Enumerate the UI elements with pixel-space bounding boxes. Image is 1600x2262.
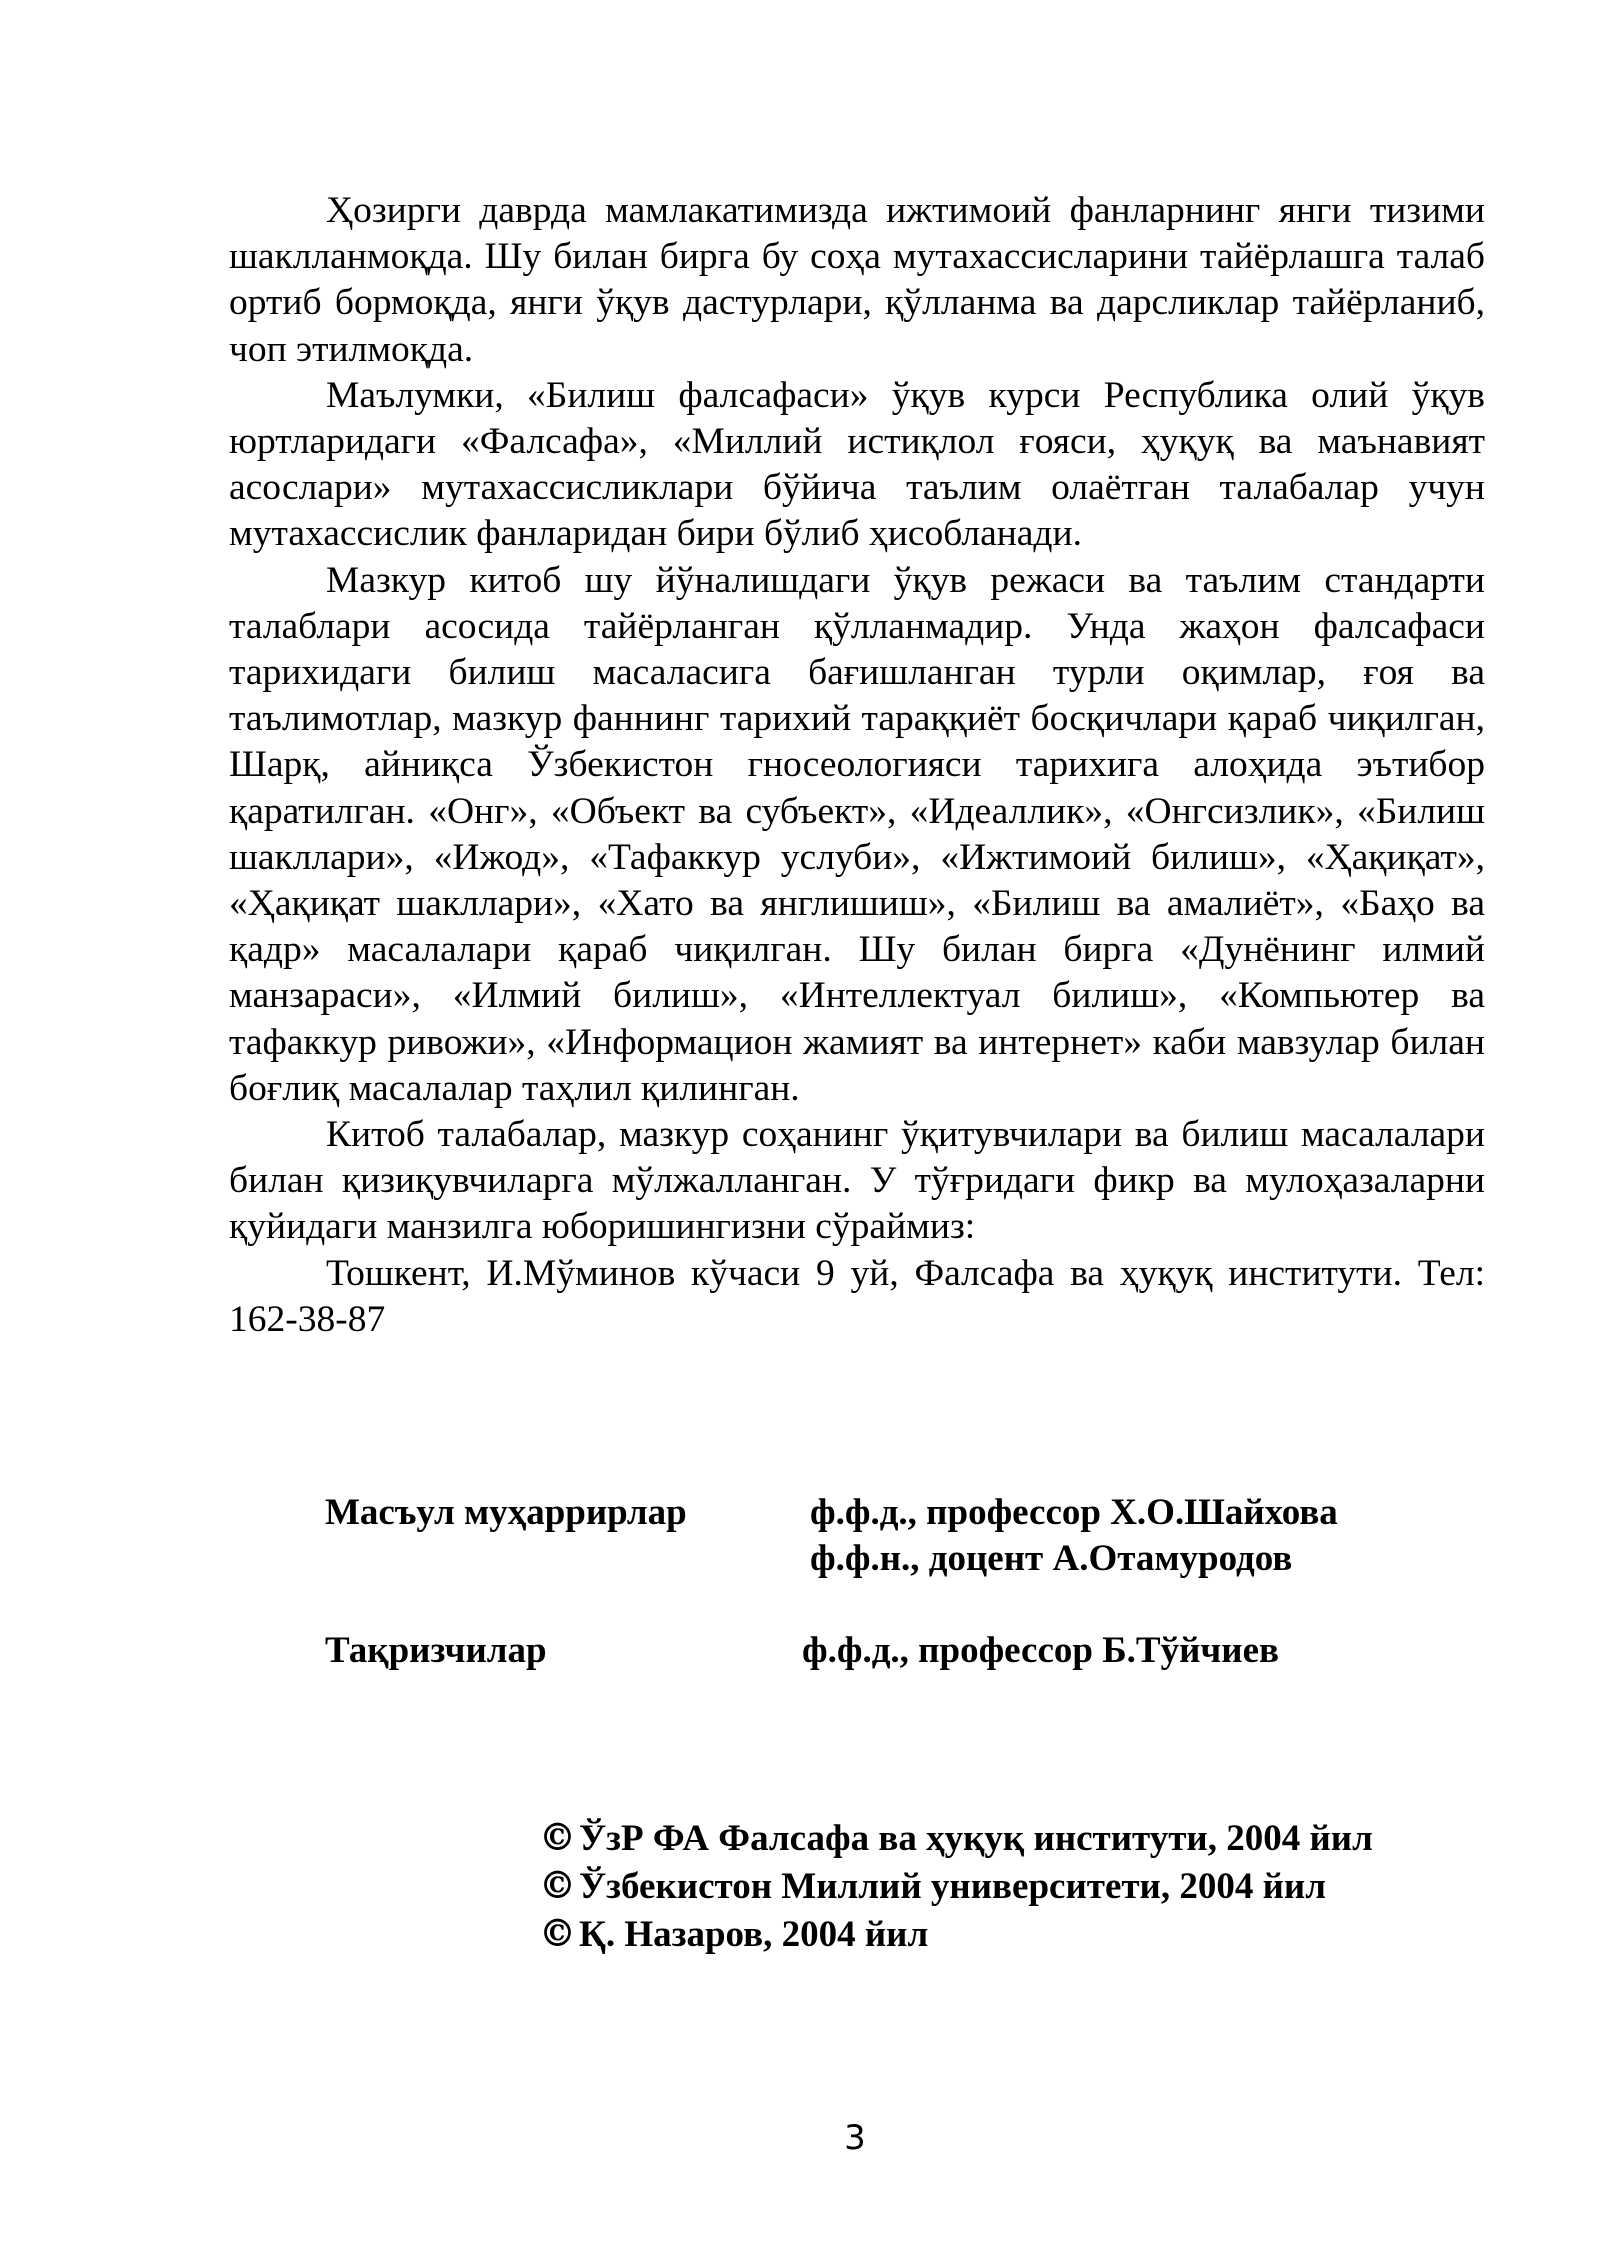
editors-label: Масъул муҳаррирлар [325, 1492, 687, 1533]
editor-name: ф.ф.д., профессор Х.О.Шайхова [810, 1492, 1338, 1533]
body-text [229, 188, 1485, 1343]
copyright-text: Қ. Назаров, 2004 йил [579, 1914, 929, 1955]
reviewer-name: ф.ф.д., профессор Б.Тўйчиев [802, 1630, 1280, 1671]
paragraph-intro: Ҳозирги даврда мамлакатимизда ижтимоий фанларнинг янги тизими шаклланмоқда. Шу билан бирга бу соҳа мутахассисларини тайёрлашга талаб ортиб бормоқда, янги ўқув дастурлари, қўлланма ва дарсликлар тайёрланиб, чоп этилмоқда. [229, 190, 1485, 370]
paragraph-course: Маълумки, «Билиш фалсафаси» ўқув курси Республика олий ўқув юртларидаги «Фалсафа», «Миллий истиқлол ғояси, ҳуқуқ ва маънавият асослари» мутахассисликлари бўйича таълим олаётган талабалар учун мутахассислик фанларидан бири бўлиб ҳисобланади. [229, 374, 1485, 555]
copyright-block [539, 1814, 1373, 1958]
copyright-line [539, 1814, 1373, 1862]
reviewers-label: Тақризчилар [325, 1630, 547, 1671]
copyright-line [539, 1862, 1373, 1910]
copyright-icon: © [539, 1815, 576, 1859]
copyright-icon: © [539, 1911, 576, 1955]
paragraph-book-content: Мазкур китоб шу йўналишдаги ўқув режаси ва таълим стандарти талаблари асосида тайёрланган қўлланмадир. Унда жаҳон фалсафаси тарихидаги билиш масаласига бағишланган турли оқимлар, ғоя ва таълимотлар, мазкур фаннинг тарихий тараққиёт босқичлари қараб чиқилган, Шарқ, айниқса Ўзбекистон гносеологияси тарихига алоҳида эътибор қаратилган. «Онг», «Объект ва субъект», «Идеаллик», «Онгсизлик», «Билиш шакллари», «Ижод», «Тафаккур услуби», «Ижтимоий билиш», «Ҳақиқат», «Ҳақиқат шакллари», «Хато ва янглишиш», «Билиш ва амалиёт», «Баҳо ва қадр» масалалари қараб чиқилган. Шу билан бирга «Дунёнинг илмий манзараси», «Илмий билиш», «Интеллектуал билиш», «Компьютер ва тафаккур ривожи», «Информацион жамият ва интернет» каби мавзулар билан боғлиқ масалалар таҳлил қилинган. [229, 559, 1485, 1109]
page-number: 3 [844, 2118, 866, 2158]
copyright-text: Ўзбекистон Миллий университети, 2004 йил [579, 1866, 1327, 1907]
copyright-line [539, 1910, 1373, 1958]
copyright-icon: © [539, 1863, 576, 1907]
editor-name: ф.ф.н., доцент А.Отамуродов [810, 1538, 1293, 1579]
copyright-text: ЎзР ФА Фалсафа ва ҳуқуқ институти, 2004 йил [579, 1818, 1373, 1859]
paragraph-audience: Китоб талабалар, мазкур соҳанинг ўқитувчилари ва билиш масалалари билан қизиқувчиларга мўлжалланган. У тўғридаги фикр ва мулоҳазаларни қуйидаги манзилга юборишингизни сўраймиз: [229, 1114, 1485, 1248]
paragraph-address: Тошкент, И.Мўминов кўчаси 9 уй, Фалсафа ва ҳуқуқ институти. Тел: 162-38-87 [229, 1252, 1485, 1340]
